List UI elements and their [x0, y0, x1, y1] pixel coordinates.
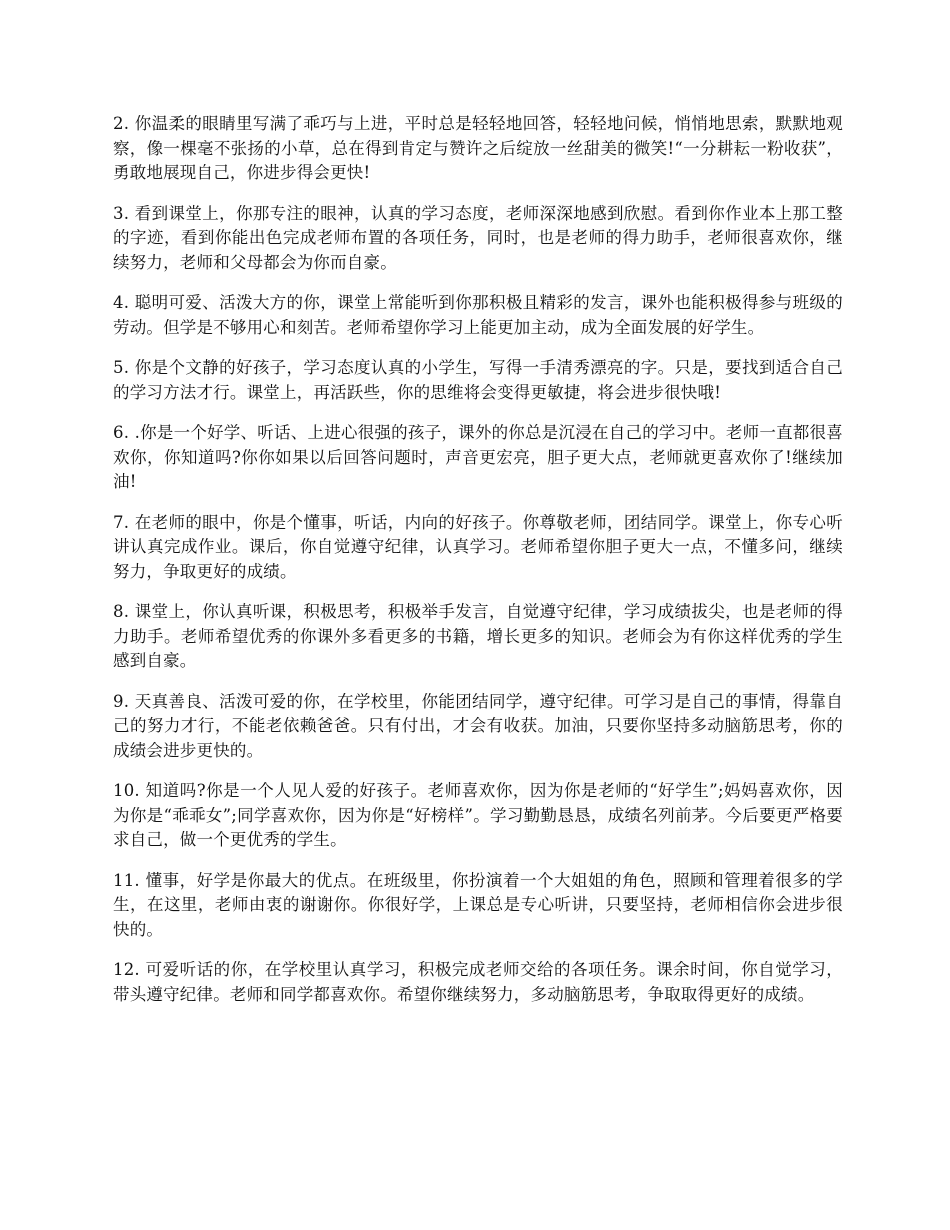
comment-paragraph-4: 4. 聪明可爱、活泼大方的你，课堂上常能听到你那积极且精彩的发言，课外也能积极得参与班级的劳动。但学是不够用心和刻苦。老师希望你学习上能更加主动，成为全面发展的好学生。 — [113, 293, 843, 337]
comment-paragraph-2: 2. 你温柔的眼睛里写满了乖巧与上进，平时总是轻轻地回答，轻轻地问候，悄悄地思索，默默地观察，像一棵毫不张扬的小草，总在得到肯定与赞许之后绽放一丝甜美的微笑!“一分耕耘一粉收获”，勇敢地展现自己，你进步得会更快! — [113, 114, 843, 182]
comment-paragraph-5: 5. 你是个文静的好孩子，学习态度认真的小学生，写得一手清秀漂亮的字。只是，要找到适合自己的学习方法才行。课堂上，再活跃些，你的思维将会变得更敏捷，将会进步很快哦! — [113, 358, 843, 402]
comment-paragraph-3: 3. 看到课堂上，你那专注的眼神，认真的学习态度，老师深深地感到欣慰。看到你作业本上那工整的字迹，看到你能出色完成老师布置的各项任务，同时，也是老师的得力助手，老师很喜欢你，继续努力，老师和父母都会为你而自豪。 — [113, 203, 843, 272]
comment-paragraph-12: 12. 可爱听话的你，在学校里认真学习，积极完成老师交给的各项任务。课余时间，你自觉学习，带头遵守纪律。老师和同学都喜欢你。希望你继续努力，多动脑筋思考，争取取得更好的成绩。 — [113, 960, 843, 1004]
comment-paragraph-8: 8. 课堂上，你认真听课，积极思考，积极举手发言，自觉遵守纪律，学习成绩拔尖，也是老师的得力助手。老师希望优秀的你课外多看更多的书籍，增长更多的知识。老师会为有你这样优秀的学生感到自豪。 — [113, 602, 843, 670]
comment-paragraph-6: 6. .你是一个好学、听话、上进心很强的孩子，课外的你总是沉浸在自己的学习中。老师一直都很喜欢你，你知道吗?你你如果以后回答问题时，声音更宏亮，胆子更大点，老师就更喜欢你了!继续加油! — [113, 423, 843, 491]
document-body — [113, 112, 843, 1023]
comment-paragraph-10: 10. 知道吗?你是一个人见人爱的好孩子。老师喜欢你，因为你是老师的“好学生”;妈妈喜欢你，因为你是“乖乖女”;同学喜欢你，因为你是“好榜样”。学习勤勤恳恳，成绩名列前茅。今后要更严格要求自己，做一个更优秀的学生。 — [113, 781, 843, 849]
comment-paragraph-9: 9. 天真善良、活泼可爱的你，在学校里，你能团结同学，遵守纪律。可学习是自己的事情，得靠自己的努力才行，不能老依赖爸爸。只有付出，才会有收获。加油，只要你坚持多动脑筋思考，你的成绩会进步更快的。 — [113, 691, 843, 760]
comment-paragraph-11: 11. 懂事，好学是你最大的优点。在班级里，你扮演着一个大姐姐的角色，照顾和管理着很多的学生，在这里，老师由衷的谢谢你。你很好学，上课总是专心听讲，只要坚持，老师相信你会进步很快的。 — [113, 870, 843, 939]
comment-paragraph-7: 7. 在老师的眼中，你是个懂事，听话，内向的好孩子。你尊敬老师，团结同学。课堂上，你专心听讲认真完成作业。课后，你自觉遵守纪律，认真学习。老师希望你胆子更大一点，不懂多问，继续努力，争取更好的成绩。 — [113, 512, 843, 581]
